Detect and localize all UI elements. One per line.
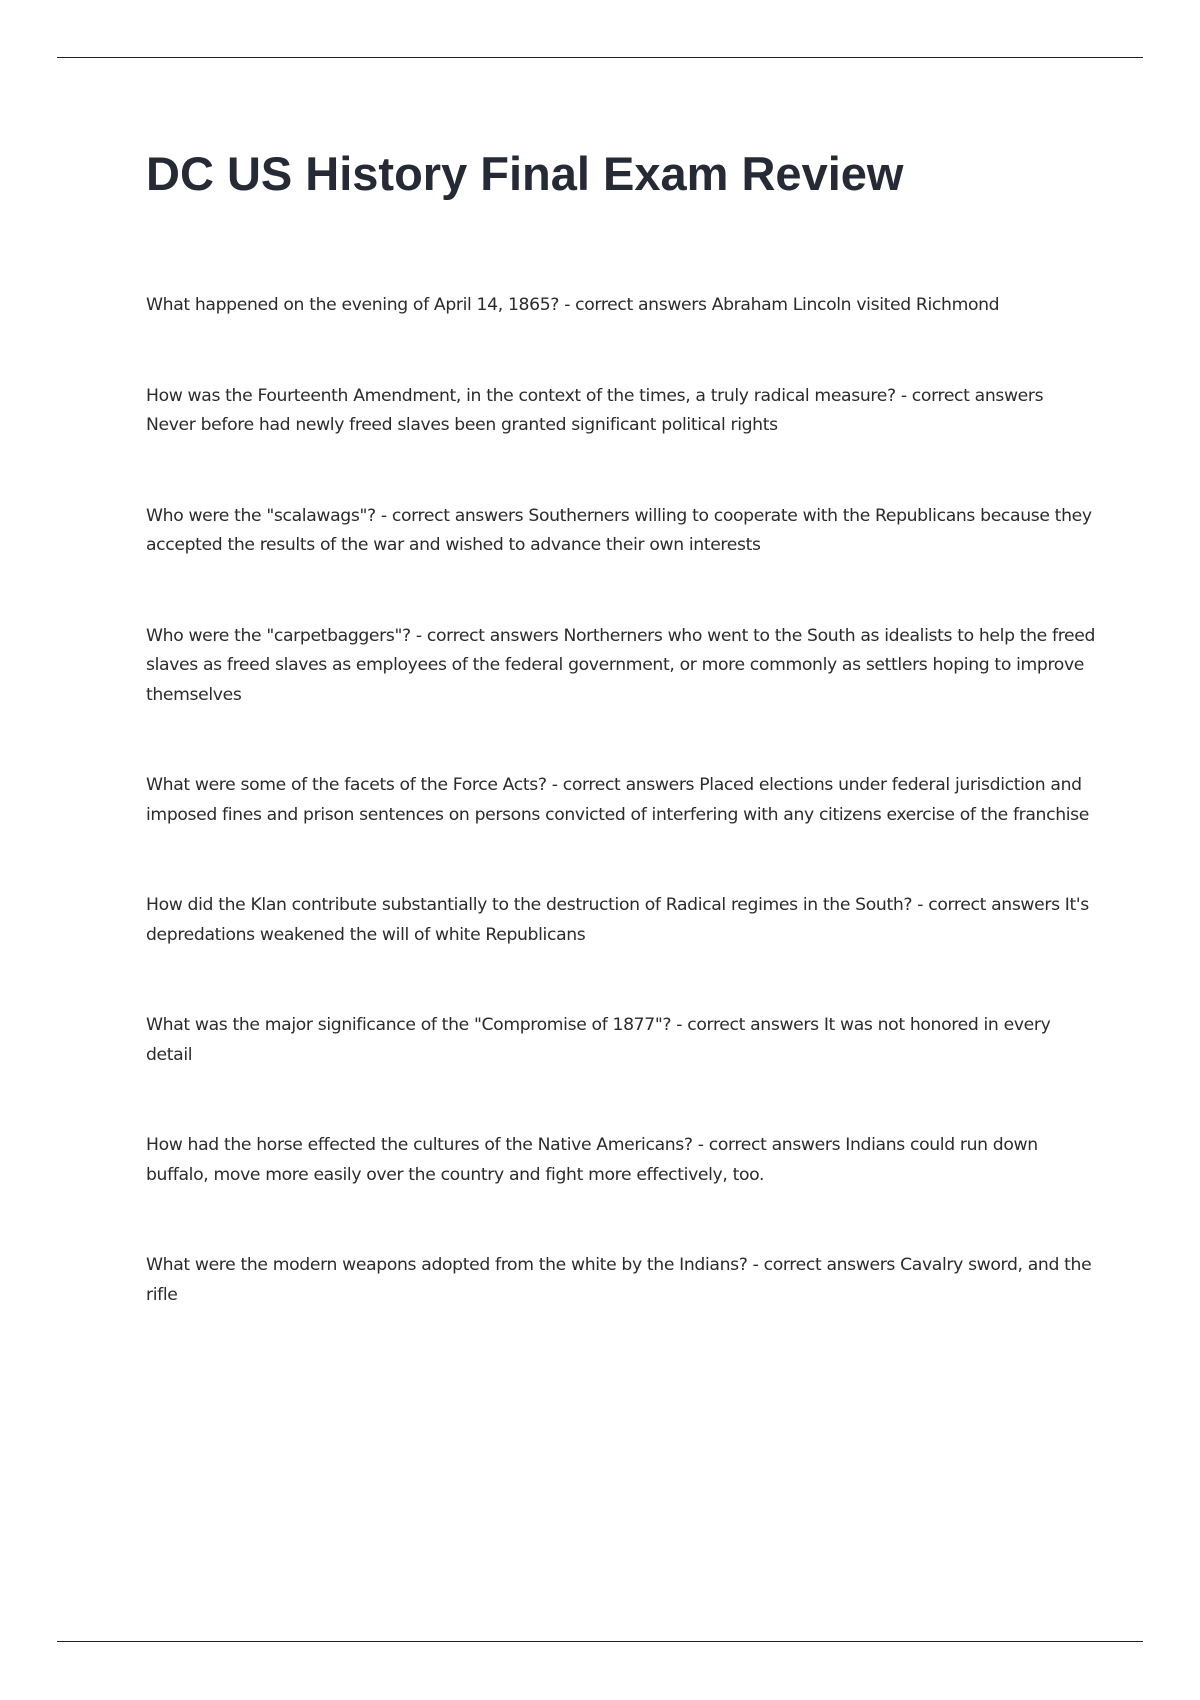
question: What were some of the facets of the Force Acts? [146, 775, 547, 795]
question: Who were the "scalawags"? [146, 505, 376, 526]
qa-item [146, 291, 1096, 321]
answer: Never before had newly freed slaves been granted significant political rights [146, 415, 778, 435]
qa-item [146, 891, 1096, 950]
answer-separator: - correct answers [410, 625, 564, 646]
page-title: DC US History Final Exam Review [146, 147, 904, 200]
question: What was the major significance of the "Compromise of 1877"? [146, 1015, 672, 1035]
qa-item [146, 771, 1096, 830]
qa-item [146, 502, 1096, 561]
answer-separator: - correct answers [912, 895, 1065, 915]
bottom-rule [57, 1641, 1143, 1642]
answer: Northerners who went to the South as idealists to help the freed slaves as freed slaves as employees of the federal government, or more commonly as settlers hoping to improve themselves [146, 625, 1096, 705]
qa-item [146, 382, 1096, 441]
question: Who were the "carpetbaggers"? [146, 625, 411, 646]
question: What happened on the evening of April 14, 1865? [146, 295, 560, 315]
question: How did the Klan contribute substantially to the destruction of Radical regimes in the South? [146, 895, 913, 915]
answer-separator: - correct answers [747, 1255, 901, 1275]
answer: It was not honored in every detail [146, 1015, 1051, 1065]
answer: Placed elections under federal jurisdiction and imposed fines and prison sentences on persons convicted of interfering with any citizens exercise of the franchise [146, 775, 1089, 825]
question: How was the Fourteenth Amendment, in the context of the times, a truly radical measure? [146, 385, 896, 406]
qa-item [146, 1011, 1096, 1070]
qa-item [146, 622, 1096, 711]
answer-separator: - correct answers [692, 1135, 846, 1155]
qa-item [146, 1131, 1096, 1190]
top-rule [57, 57, 1143, 58]
answer-separator: - correct answers [375, 505, 529, 526]
answer-separator: - correct answers [671, 1015, 824, 1035]
qa-item [146, 1251, 1096, 1310]
answer: Abraham Lincoln visited Richmond [711, 295, 1000, 315]
answer: Indians could run down buffalo, move more easily over the country and fight more effectively, too. [146, 1135, 1038, 1185]
answer: Cavalry sword, and the rifle [146, 1255, 1092, 1305]
qa-list [146, 291, 1096, 1371]
answer-separator: - correct answers [559, 295, 712, 315]
answer: It's depredations weakened the will of white Republicans [146, 895, 1089, 945]
answer: Southerners willing to cooperate with the Republicans because they accepted the results of the war and wished to advance their own interests [146, 505, 1092, 555]
question: What were the modern weapons adopted from the white by the Indians? [146, 1255, 748, 1275]
answer-separator: - correct answers [895, 385, 1044, 406]
answer-separator: - correct answers [546, 775, 700, 795]
question: How had the horse effected the cultures of the Native Americans? [146, 1135, 693, 1155]
